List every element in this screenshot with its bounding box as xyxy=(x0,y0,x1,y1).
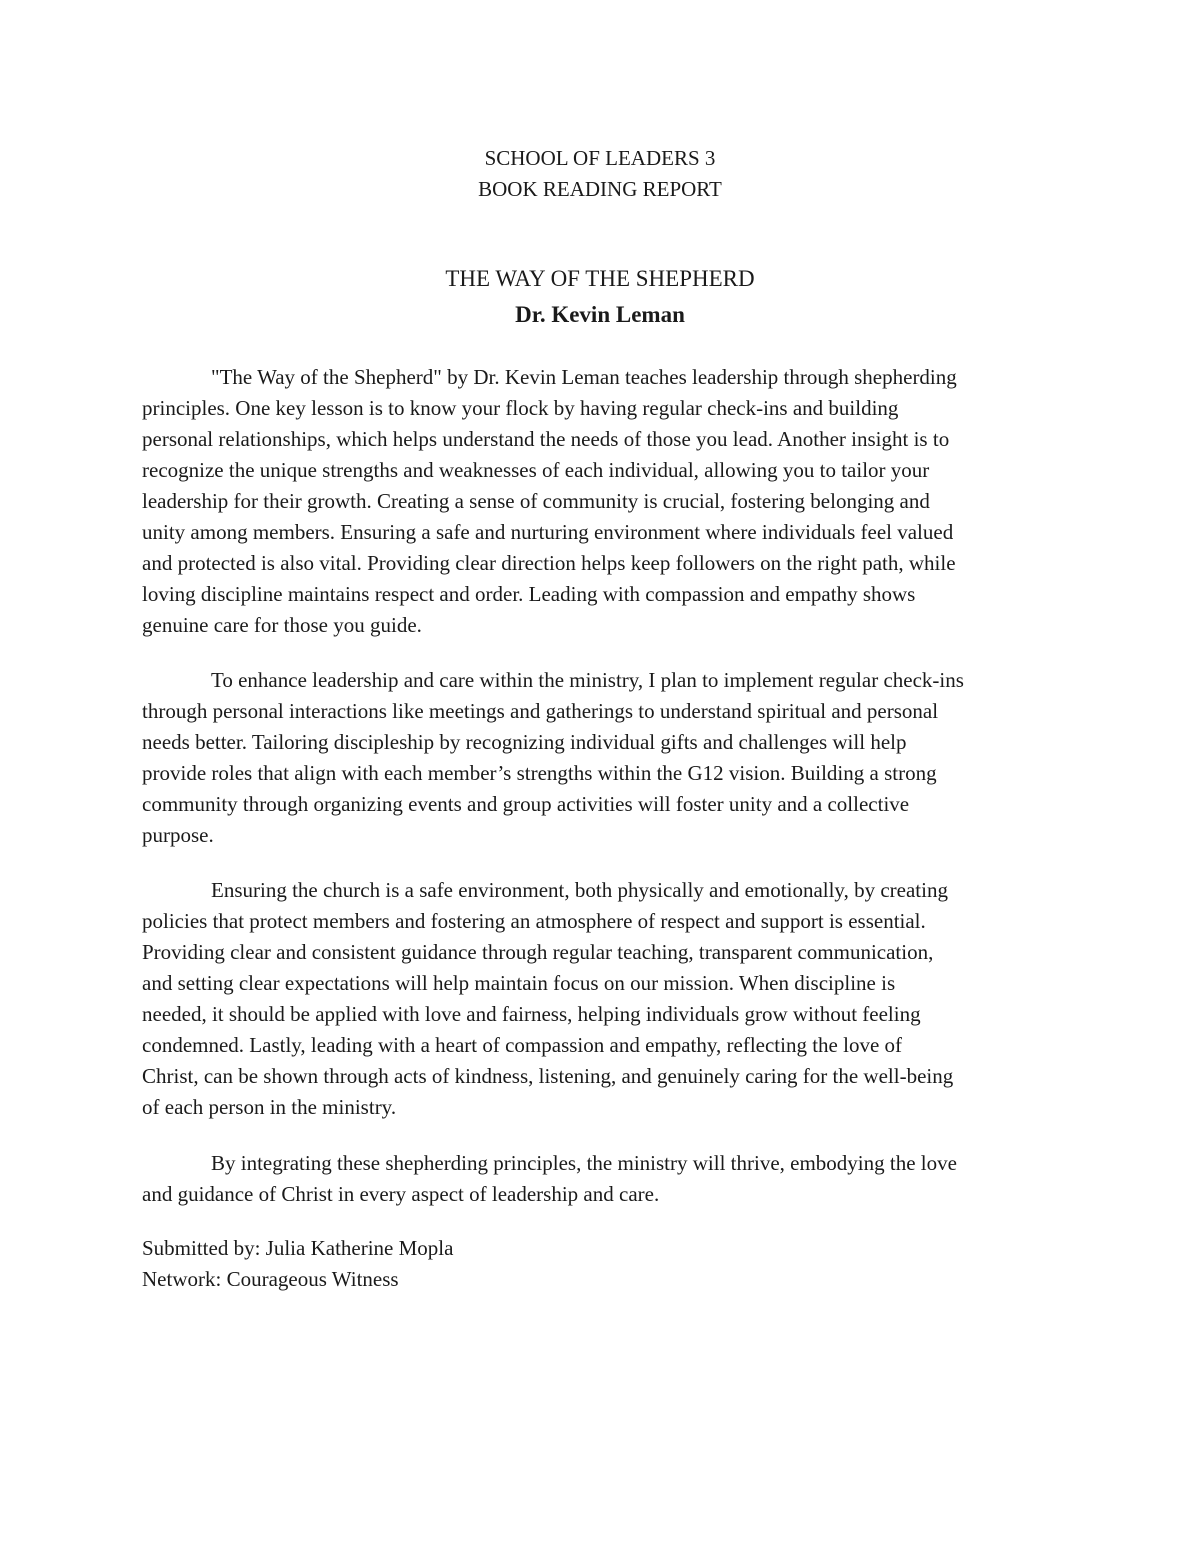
paragraph-line: recognize the unique strengths and weaknesses of each individual, allowing you to tailor your xyxy=(142,458,930,482)
paragraph-line: Christ, can be shown through acts of kindness, listening, and genuinely caring for the well-being xyxy=(142,1064,954,1088)
paragraph-line: policies that protect members and fostering an atmosphere of respect and support is essential. xyxy=(142,909,926,933)
paragraph-line: Ensuring the church is a safe environment, both physically and emotionally, by creating xyxy=(211,878,948,902)
paragraph-line: through personal interactions like meetings and gatherings to understand spiritual and personal xyxy=(142,699,939,723)
network: Network: Courageous Witness xyxy=(142,1267,399,1291)
paragraph-line: and protected is also vital. Providing clear direction helps keep followers on the right path, while xyxy=(142,551,956,575)
paragraph-line: community through organizing events and group activities will foster unity and a collective xyxy=(142,792,910,816)
paragraph-line: and guidance of Christ in every aspect of leadership and care. xyxy=(142,1182,660,1206)
paragraph-safety xyxy=(142,875,1058,1123)
paragraph-line: By integrating these shepherding principles, the ministry will thrive, embodying the love xyxy=(211,1151,957,1175)
report-header xyxy=(0,143,1200,205)
book-author: Dr. Kevin Leman xyxy=(515,302,685,327)
paragraph-line: loving discipline maintains respect and order. Leading with compassion and empathy shows xyxy=(142,582,916,606)
paragraph-line: To enhance leadership and care within the ministry, I plan to implement regular check-ins xyxy=(211,668,964,692)
header-line-school: SCHOOL OF LEADERS 3 xyxy=(484,146,716,170)
paragraph-line: condemned. Lastly, leading with a heart of compassion and empathy, reflecting the love of xyxy=(142,1033,903,1057)
paragraph-summary xyxy=(142,362,1058,641)
paragraph-line: purpose. xyxy=(142,823,214,847)
paragraph-line: leadership for their growth. Creating a sense of community is crucial, fostering belonging and xyxy=(142,489,930,513)
paragraph-line: genuine care for those you guide. xyxy=(142,613,422,637)
paragraph-line: needs better. Tailoring discipleship by recognizing individual gifts and challenges will help xyxy=(142,730,907,754)
paragraph-line: Providing clear and consistent guidance through regular teaching, transparent communication, xyxy=(142,940,934,964)
book-title: THE WAY OF THE SHEPHERD xyxy=(445,266,755,291)
paragraph-line: "The Way of the Shepherd" by Dr. Kevin Leman teaches leadership through shepherding xyxy=(211,365,957,389)
paragraph-line: unity among members. Ensuring a safe and nurturing environment where individuals feel valued xyxy=(142,520,954,544)
paragraph-line: provide roles that align with each member’s strengths within the G12 vision. Building a strong xyxy=(142,761,937,785)
header-line-report: BOOK READING REPORT xyxy=(478,177,722,201)
submitted-by: Submitted by: Julia Katherine Mopla xyxy=(142,1236,454,1260)
paragraph-line: personal relationships, which helps understand the needs of those you lead. Another insight is to xyxy=(142,427,950,451)
paragraph-line: of each person in the ministry. xyxy=(142,1095,397,1119)
paragraph-line: and setting clear expectations will help maintain focus on our mission. When discipline is xyxy=(142,971,896,995)
paragraph-plan xyxy=(142,665,1058,851)
paragraph-line: needed, it should be applied with love and fairness, helping individuals grow without feeling xyxy=(142,1002,921,1026)
paragraph-conclusion xyxy=(142,1148,1058,1210)
submission-info xyxy=(142,1233,1058,1295)
paragraph-line: principles. One key lesson is to know your flock by having regular check-ins and building xyxy=(142,396,899,420)
